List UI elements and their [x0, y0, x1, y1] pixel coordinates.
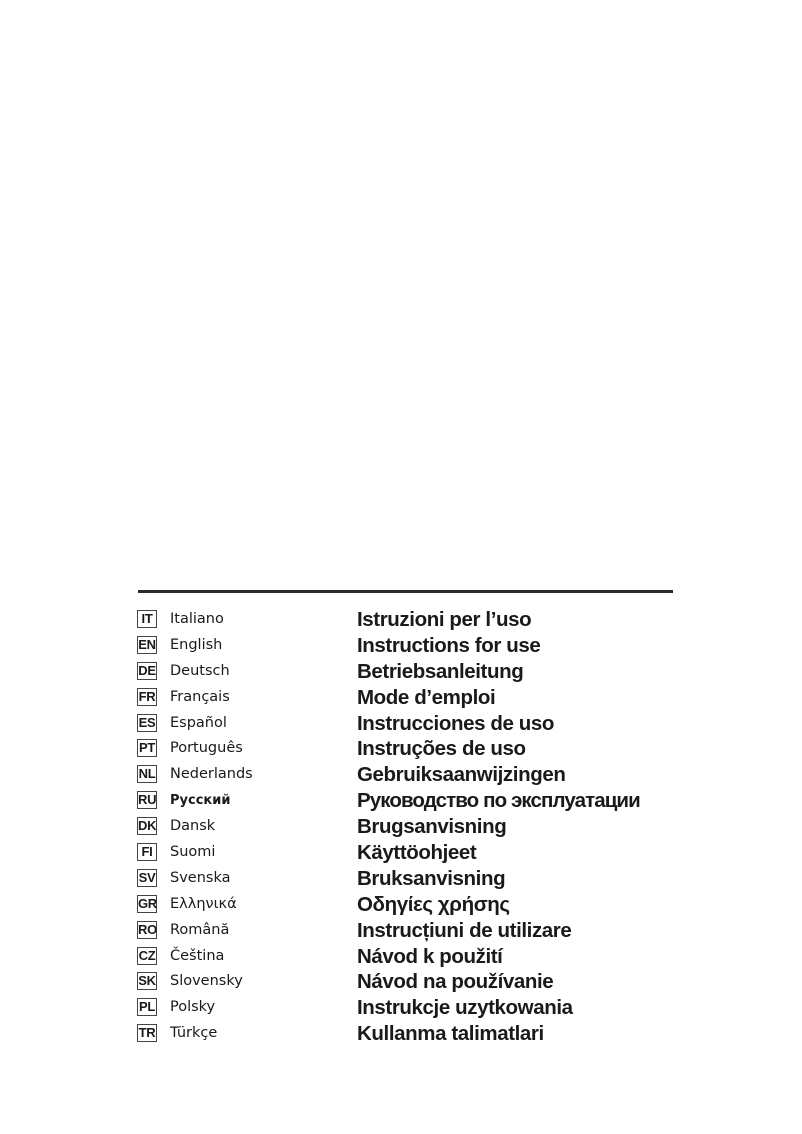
language-name: Dansk	[170, 818, 216, 835]
language-code-badge: CZ	[138, 947, 156, 963]
manual-title: Instrucțiuni de utilizare	[357, 918, 572, 942]
language-code-badge: GR	[138, 895, 157, 911]
language-code-badge: EN	[138, 636, 156, 652]
language-row-en	[137, 633, 677, 659]
language-name: Español	[170, 714, 227, 731]
language-row-ro	[137, 918, 677, 944]
language-row-cz	[137, 944, 677, 970]
language-code-badge: FR	[138, 688, 156, 704]
language-name: Svenska	[170, 869, 231, 886]
divider-rule	[138, 590, 673, 593]
language-code-badge: SV	[138, 869, 156, 885]
manual-title: Instrukcje uzytkowania	[357, 996, 573, 1020]
language-code-badge: RU	[138, 792, 157, 808]
language-name: Deutsch	[170, 662, 230, 679]
language-code-badge: DE	[138, 662, 156, 678]
language-row-tr	[137, 1021, 677, 1047]
language-row-sk	[137, 969, 677, 995]
language-name: Ελληνικά	[170, 895, 237, 912]
language-row-dk	[137, 814, 677, 840]
language-code-badge: PT	[138, 740, 155, 756]
language-row-pt	[137, 736, 677, 762]
language-code-badge: RO	[138, 921, 157, 937]
manual-title: Mode d’emploi	[357, 685, 496, 709]
manual-title: Betriebsanleitung	[357, 659, 524, 683]
manual-title: Istruzioni per l’uso	[357, 608, 532, 631]
language-row-ru	[137, 788, 677, 814]
manual-title: Instrucciones de uso	[357, 711, 555, 735]
language-row-es	[137, 711, 677, 737]
manual-title: Brugsanvisning	[357, 815, 507, 839]
language-row-pl	[137, 995, 677, 1021]
manual-title: Kullanma talimatlari	[357, 1022, 544, 1046]
language-row-gr	[137, 892, 677, 918]
language-code-badge: ES	[138, 714, 156, 730]
language-name: Nederlands	[170, 766, 253, 783]
language-row-nl	[137, 762, 677, 788]
manual-title: Gebruiksaanwijzingen	[357, 763, 566, 787]
manual-title: Návod na používanie	[357, 970, 554, 994]
language-code-badge: FI	[137, 843, 157, 861]
language-code-badge: NL	[138, 766, 156, 782]
language-list	[137, 607, 677, 1047]
language-name: Polsky	[170, 999, 216, 1016]
language-code-badge: TR	[138, 1025, 156, 1041]
language-row-sv	[137, 866, 677, 892]
language-name: Português	[170, 740, 243, 757]
language-name: Français	[170, 688, 230, 705]
manual-title: Käyttöohjeet	[357, 841, 477, 865]
manual-title: Instructions for use	[357, 633, 541, 657]
language-code-badge: PL	[138, 999, 155, 1015]
language-row-de	[137, 659, 677, 685]
manual-title: Návod k použití	[357, 944, 503, 968]
language-name: Русский	[170, 793, 231, 809]
language-name: Italiano	[170, 611, 224, 627]
manual-title: Руководство по эксплуатации	[357, 789, 640, 813]
language-name: English	[170, 636, 223, 653]
language-code-badge: IT	[137, 610, 157, 628]
language-name: Română	[170, 921, 230, 938]
language-name: Türkçe	[170, 1025, 218, 1042]
language-name: Slovensky	[170, 973, 243, 990]
language-name: Čeština	[170, 947, 225, 964]
language-name: Suomi	[170, 844, 216, 861]
language-code-badge: SK	[138, 973, 156, 989]
language-code-badge: DK	[138, 818, 157, 834]
manual-title: Οδηγίες χρήσης	[357, 892, 510, 916]
language-row-it	[137, 607, 677, 633]
manual-title: Bruksanvisning	[357, 866, 506, 890]
manual-title: Instruções de uso	[357, 737, 526, 761]
language-row-fr	[137, 685, 677, 711]
language-row-fi	[137, 840, 677, 866]
